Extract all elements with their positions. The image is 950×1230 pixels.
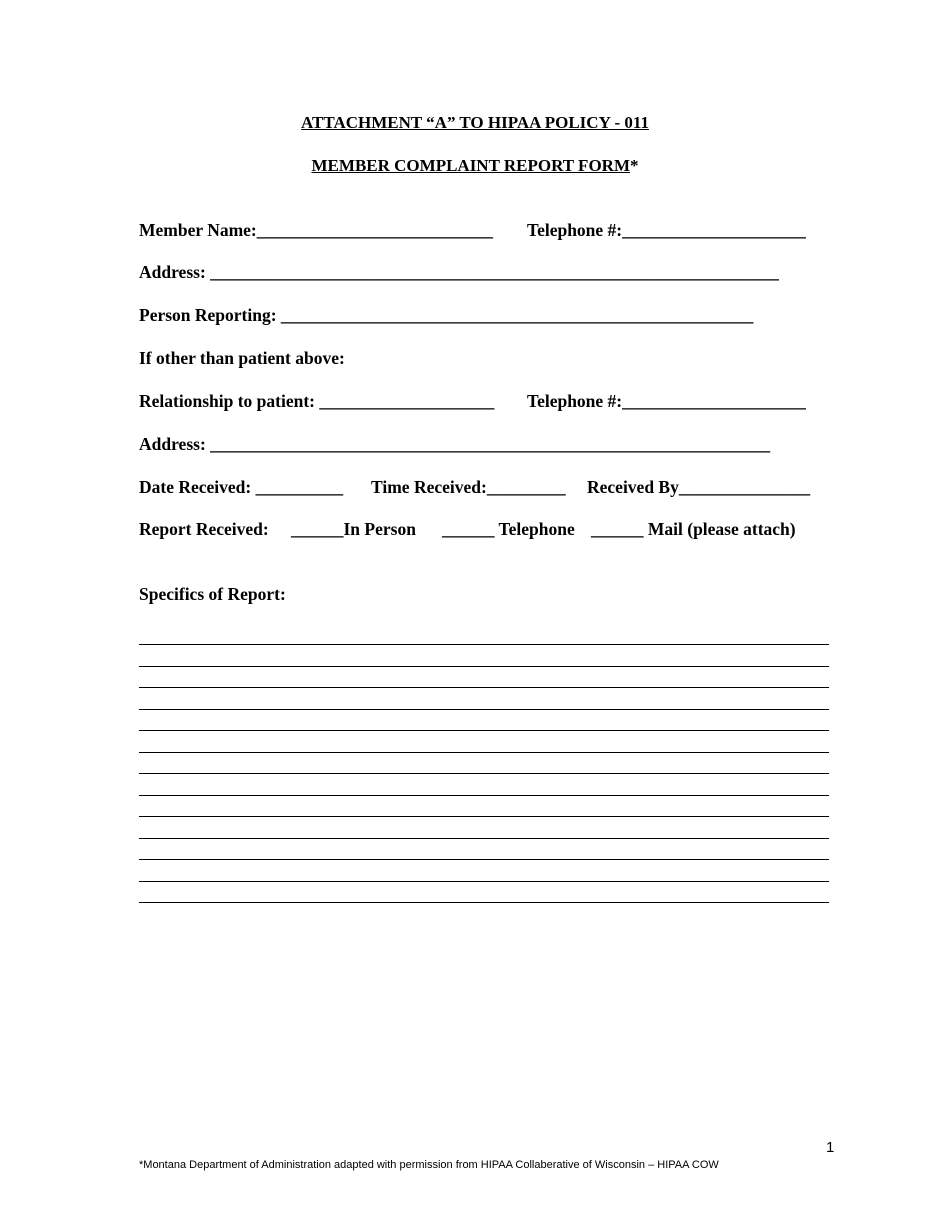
report-line[interactable] (139, 730, 829, 731)
date-received-field[interactable]: Date Received: __________ (139, 477, 344, 497)
telephone-option[interactable]: ______ Telephone (442, 519, 575, 539)
if-other-label: If other than patient above: (139, 348, 345, 368)
report-received-label: Report Received: (139, 519, 269, 539)
report-line[interactable] (139, 773, 829, 774)
form-title: MEMBER COMPLAINT REPORT FORM* (311, 156, 639, 175)
report-line[interactable] (139, 902, 829, 903)
report-line[interactable] (139, 795, 829, 796)
received-by-field[interactable]: Received By_______________ (587, 477, 811, 497)
report-line[interactable] (139, 881, 829, 882)
report-line[interactable] (139, 838, 829, 839)
time-received-field[interactable]: Time Received:_________ (371, 477, 566, 497)
report-line[interactable] (139, 687, 829, 688)
person-reporting-field[interactable]: Person Reporting: ______________________________________________________ (139, 305, 754, 325)
reporter-telephone-field[interactable]: Telephone #:_____________________ (527, 391, 806, 411)
specifics-label: Specifics of Report: (139, 584, 286, 604)
report-line[interactable] (139, 859, 829, 860)
report-line[interactable] (139, 666, 829, 667)
footnote: *Montana Department of Administration adapted with permission from HIPAA Collaberative of Wisconsin – HIPAA COW (139, 1159, 719, 1171)
attachment-title: ATTACHMENT “A” TO HIPAA POLICY - 011 (301, 113, 649, 132)
mail-option[interactable]: ______ Mail (please attach) (591, 519, 796, 539)
report-line[interactable] (139, 709, 829, 710)
report-line[interactable] (139, 752, 829, 753)
report-line[interactable] (139, 644, 829, 645)
reporter-address-field[interactable]: Address: ________________________________________________________________ (139, 434, 771, 454)
page-number: 1 (826, 1139, 835, 1156)
address-field[interactable]: Address: _________________________________________________________________ (139, 262, 779, 282)
relationship-field[interactable]: Relationship to patient: ____________________ (139, 391, 495, 411)
report-line[interactable] (139, 816, 829, 817)
telephone-field[interactable]: Telephone #:_____________________ (527, 220, 806, 240)
in-person-option[interactable]: ______In Person (291, 519, 416, 539)
member-name-field[interactable]: Member Name:___________________________ (139, 220, 493, 240)
